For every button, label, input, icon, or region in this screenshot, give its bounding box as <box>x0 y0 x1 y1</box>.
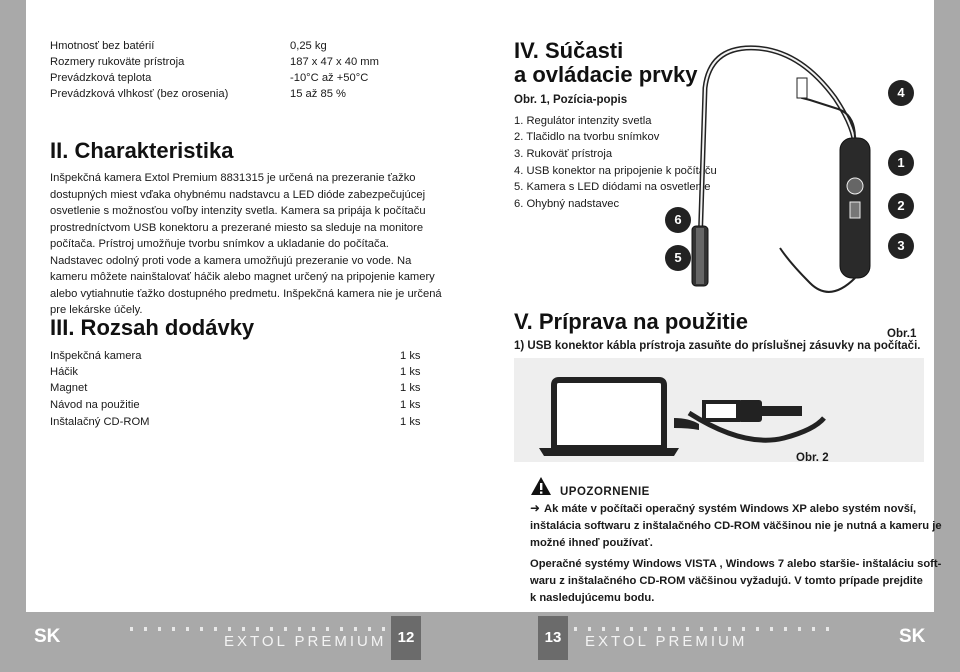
delivery-item-5: Inštalačný CD-ROM <box>50 416 150 428</box>
callout-6: 6 <box>665 207 691 233</box>
delivery-item-4: Návod na použitie <box>50 399 140 411</box>
section-title-preparation: V. Príprava na použitie <box>514 309 748 334</box>
preparation-step-1: 1) USB konektor kábla prístroja zasuňte do príslušnej zásuvky na počítači. <box>514 340 921 352</box>
laptop-usb-illustration <box>514 358 924 462</box>
spec-value-2: 187 x 47 x 40 mm <box>290 56 379 68</box>
callout-3: 3 <box>888 233 914 259</box>
page-number-right: 13 <box>538 616 568 660</box>
left-edge-bar <box>0 0 26 612</box>
spec-label-4: Prevádzková vlhkosť (bez orosenia) <box>50 88 229 100</box>
callout-5: 5 <box>665 245 691 271</box>
footer-dots-left <box>130 627 390 631</box>
snapshot-button <box>850 202 860 218</box>
spec-value-3: -10°C až +50°C <box>290 72 369 84</box>
part-item-5: 5. Kamera s LED diódami na osvetlenie <box>514 181 711 193</box>
flexible-neck <box>700 48 855 248</box>
arrow-icon: ➜ <box>530 501 541 515</box>
spec-label-2: Rozmery rukoväte prístroja <box>50 56 185 68</box>
warning-line-4: Operačné systémy Windows VISTA , Windows 7 alebo staršie- inštaláciu soft- <box>530 558 942 570</box>
section-title-delivery: III. Rozsah dodávky <box>50 315 255 340</box>
part-item-3: 3. Rukoväť prístroja <box>514 148 613 160</box>
delivery-qty-3: 1 ks <box>400 382 421 394</box>
page-footer <box>0 612 960 672</box>
section-title-parts-line2: a ovládacie prvky <box>514 62 698 87</box>
figure-label-2: Obr. 2 <box>796 452 829 464</box>
delivery-qty-4: 1 ks <box>400 399 421 411</box>
warning-line-3: možné ihneď používať. <box>530 537 653 549</box>
part-item-6: 6. Ohybný nadstavec <box>514 198 620 210</box>
knob <box>847 178 863 194</box>
delivery-item-2: Háčik <box>50 366 78 378</box>
footer-lang-left: SK <box>34 626 61 647</box>
part-item-4: 4. USB konektor na pripojenie k počítaču <box>514 165 717 177</box>
part-item-1: 1. Regulátor intenzity svetla <box>514 115 652 127</box>
delivery-item-3: Magnet <box>50 382 88 394</box>
spec-value-4: 15 až 85 % <box>290 88 346 100</box>
usb-plug <box>797 78 807 98</box>
callout-2: 2 <box>888 193 914 219</box>
section-title-parts-line1: IV. Súčasti <box>514 38 624 63</box>
warning-line-1: Ak máte v počítači operačný systém Windows XP alebo systém novší, <box>544 503 917 515</box>
footer-brand-right: EXTOL PREMIUM <box>585 633 748 650</box>
warning-line-2: inštalácia softwaru z inštalačného CD-ROM väčšinou nie je nutná a kameru je <box>530 520 942 532</box>
warning-line-6: k nasledujúcemu bodu. <box>530 592 655 604</box>
figure-label-1: Obr.1 <box>887 328 917 340</box>
usb-connector <box>704 402 738 420</box>
callout-1: 1 <box>888 150 914 176</box>
part-item-2: 2. Tlačidlo na tvorbu snímkov <box>514 131 660 143</box>
footer-brand-left: EXTOL PREMIUM <box>224 633 387 650</box>
warning-icon <box>530 476 552 496</box>
spec-label-1: Hmotnosť bez batérií <box>50 40 155 52</box>
parts-figure-subtitle: Obr. 1, Pozícia-popis <box>514 94 628 106</box>
warning-title: UPOZORNENIE <box>560 486 650 498</box>
warning-line-5: waru z inštalačného CD-ROM väčšinou vyžadujú. V tomto prípade prejdite <box>530 575 923 587</box>
delivery-qty-5: 1 ks <box>400 416 421 428</box>
section-title-characteristics: II. Charakteristika <box>50 138 234 163</box>
characteristics-text: Inšpekčná kamera Extol Premium 8831315 je určená na prezeranie ťažko dostupných miest vďaka ohybnému nadstavcu a LED diódе zabezpečujúcej osvetlenie s možnosťou voľby intenzity svetla. Kamera sa pripája k počítaču prostredníctvom USB konektoru a prezerané miesto sa sleduje na monitore počítača. Prístroj umožňuje tvorbu snímkov a ukladanie do počítača. Nadstavec odolný proti vode a kamera umožňujú prezeranie vo vode. Na kameru môžete nainštalovať háčik alebo magnet určený na pripojenie kamery alebo vytiahnutie ťažko dostupného predmetu. Inšpekčná kamera nie je určená pre lekárske účely. <box>50 172 442 316</box>
footer-dots-right <box>574 627 834 631</box>
laptop-screen <box>554 380 664 448</box>
spec-value-1: 0,25 kg <box>290 40 327 52</box>
delivery-item-1: Inšpekčná kamera <box>50 350 142 362</box>
delivery-qty-1: 1 ks <box>400 350 421 362</box>
laptop-base <box>539 448 679 456</box>
delivery-qty-2: 1 ks <box>400 366 421 378</box>
page-number-left: 12 <box>391 616 421 660</box>
footer-lang-right: SK <box>899 626 926 647</box>
spec-label-3: Prevádzková teplota <box>50 72 152 84</box>
callout-4: 4 <box>888 80 914 106</box>
